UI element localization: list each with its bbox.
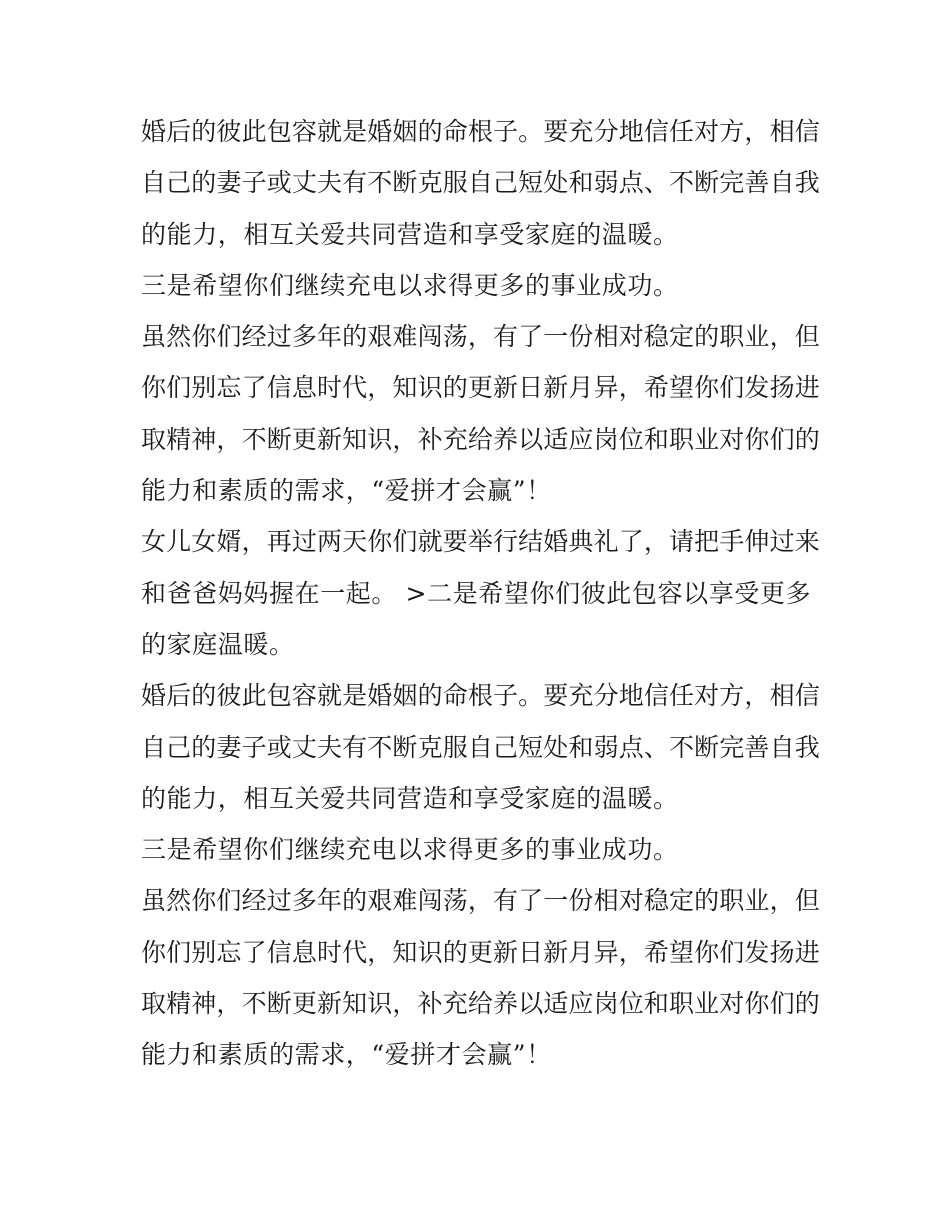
- text-line: 自己的妻子或丈夫有不断克服自己短处和弱点、不断完善自我: [141, 168, 820, 198]
- text-line: 三是希望你们继续充电以求得更多的事业成功。: [141, 835, 679, 865]
- text-line: 取精神，不断更新知识，补充给养以适应岗位和职业对你们的: [141, 989, 820, 1019]
- text-line: 女儿女婿，再过两天你们就要举行结婚典礼了，请把手伸过来: [141, 527, 820, 557]
- text-line: 婚后的彼此包容就是婚姻的命根子。要充分地信任对方，相信: [141, 117, 820, 146]
- text-line: 你们别忘了信息时代，知识的更新日新月异，希望你们发扬进: [141, 373, 820, 403]
- text-line: 的能力，相互关爱共同营造和享受家庭的温暖。: [141, 783, 679, 813]
- text-line: 你们别忘了信息时代，知识的更新日新月异，希望你们发扬进: [141, 937, 820, 967]
- text-line: 虽然你们经过多年的艰难闯荡，有了一份相对稳定的职业，但: [141, 886, 820, 916]
- text-line: 的能力，相互关爱共同营造和享受家庭的温暖。: [141, 219, 679, 249]
- text-line: 三是希望你们继续充电以求得更多的事业成功。: [141, 270, 679, 300]
- text-line: 的家庭温暖。: [141, 629, 295, 659]
- text-line: 能力和素质的需求，“爱拼才会赢”！: [141, 476, 552, 506]
- text-line: 取精神，不断更新知识，补充给养以适应岗位和职业对你们的: [141, 424, 820, 454]
- text-line: 婚后的彼此包容就是婚姻的命根子。要充分地信任对方，相信: [141, 681, 820, 711]
- text-line: 虽然你们经过多年的艰难闯荡，有了一份相对稳定的职业，但: [141, 322, 820, 352]
- text-line: 自己的妻子或丈夫有不断克服自己短处和弱点、不断完善自我: [141, 732, 820, 762]
- document-body: [141, 106, 821, 1081]
- text-line: 和爸爸妈妈握在一起。 >二是希望你们彼此包容以享受更多: [141, 578, 812, 608]
- text-line: 能力和素质的需求，“爱拼才会赢”！: [141, 1040, 552, 1070]
